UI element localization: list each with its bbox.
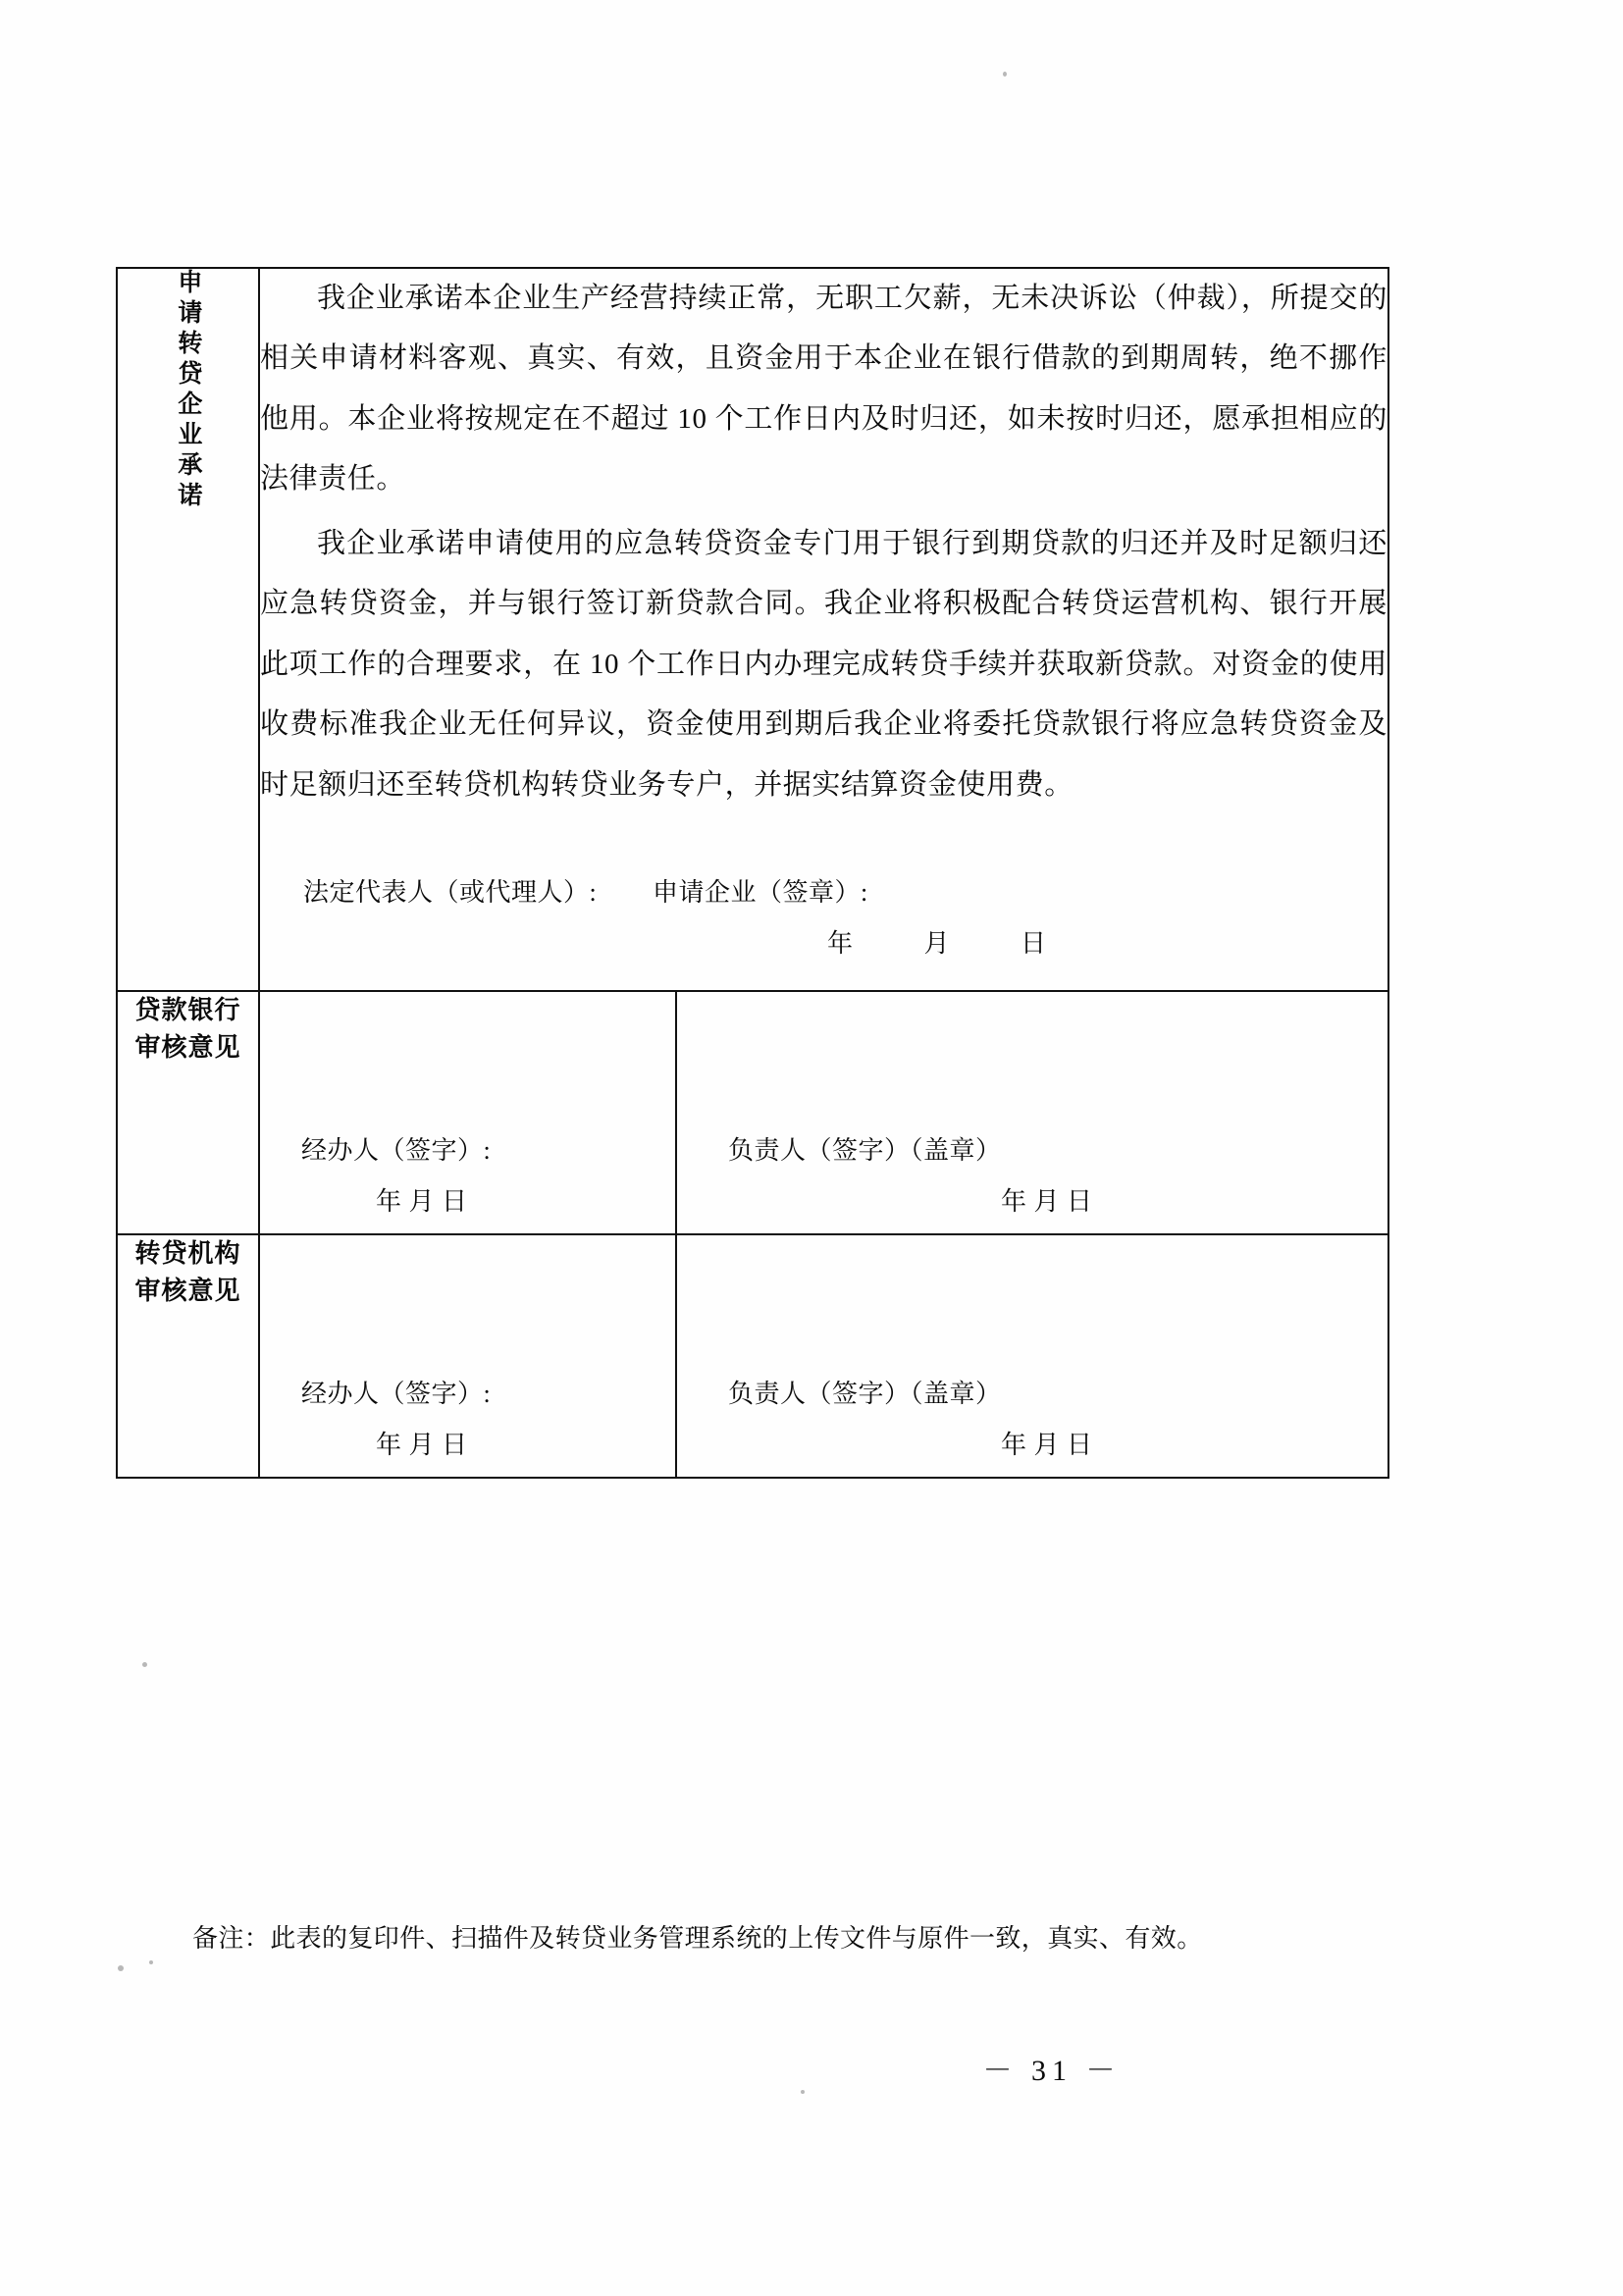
date-year-label: 年 (827, 929, 854, 959)
table-row-commitment (117, 268, 1388, 991)
row-label-institution-review-line2: 审核意见 (134, 1275, 241, 1305)
date-month-label: 月 (923, 929, 951, 959)
date-month-label: 月 (1033, 1431, 1061, 1460)
date-year-label: 年 (1001, 1431, 1027, 1460)
page-number: － 31 － (982, 2055, 1122, 2087)
bank-officer-date-line (376, 1181, 468, 1218)
date-day-label: 日 (442, 1187, 468, 1217)
row-label-bank-review-line2: 审核意见 (134, 1031, 241, 1062)
scan-speck (1003, 72, 1007, 77)
institution-officer-date-line (376, 1425, 468, 1461)
date-month-label: 月 (408, 1431, 436, 1460)
row-label-institution-review (117, 1234, 259, 1478)
scan-speck (142, 1662, 147, 1667)
date-month-label: 月 (408, 1187, 436, 1217)
row-label-commitment (117, 268, 259, 991)
date-day-label: 日 (1067, 1187, 1093, 1217)
table-row-institution-review (117, 1234, 1388, 1478)
bank-officer-cell[interactable] (259, 991, 676, 1234)
bank-manager-label: 负责人（签字）（盖章） (728, 1136, 1002, 1166)
row-label-bank-review (117, 991, 259, 1234)
bank-manager-date-line (1001, 1181, 1093, 1218)
scan-speck (149, 1960, 153, 1964)
institution-manager-label: 负责人（签字）（盖章） (728, 1380, 1002, 1409)
row-label-commitment-text: 申请转贷企业承诺 (174, 269, 202, 512)
table-row-bank-review (117, 991, 1388, 1234)
date-year-label: 年 (376, 1187, 402, 1217)
row-label-institution-review-line1: 转贷机构 (134, 1238, 241, 1269)
footnote-remark: 备注：此表的复印件、扫描件及转贷业务管理系统的上传文件与原件一致，真实、有效。 (192, 1924, 1203, 1953)
institution-officer-cell[interactable] (259, 1234, 676, 1478)
bank-manager-cell[interactable] (676, 991, 1388, 1234)
date-month-label: 月 (1033, 1187, 1061, 1217)
bank-officer-label: 经办人（签字）: (301, 1136, 492, 1166)
date-year-label: 年 (376, 1431, 402, 1460)
commitment-paragraph-2: 我企业承诺申请使用的应急转贷资金专门用于银行到期贷款的归还并及时足额归还应急转贷资金，并与银行签订新贷款合同。我企业将积极配合转贷运营机构、银行开展此项工作的合理要求，在 10 个工作日内办理完成转贷手续并获取新贷款。对资金的使用收费标准我企业无任何异议，资金使用到期后我企业将委托贷款银行将应急转贷资金及时足额归还至转贷机构转贷业务专户，并据实结算资金使用费。 (260, 527, 1388, 801)
commitment-paragraph-1: 我企业承诺本企业生产经营持续正常，无职工欠薪，无未决诉讼（仲裁），所提交的相关申请材料客观、真实、有效，且资金用于本企业在银行借款的到期周转，绝不挪作他用。本企业将按规定在不超过 10 个工作日内及时归还，如未按时归还，愿承担相应的法律责任。 (260, 283, 1388, 496)
institution-officer-label: 经办人（签字）: (301, 1380, 492, 1409)
commitment-signature-block (260, 872, 1387, 990)
commitment-date-line[interactable] (827, 923, 1047, 960)
date-day-label: 日 (1021, 929, 1047, 959)
scan-speck (801, 2090, 805, 2094)
date-day-label: 日 (442, 1431, 468, 1460)
commitment-review-table (116, 267, 1389, 1479)
date-day-label: 日 (1067, 1431, 1093, 1460)
institution-manager-date-line (1001, 1425, 1093, 1461)
applicant-company-label[interactable]: 申请企业（签章）: (653, 878, 868, 908)
institution-manager-cell[interactable] (676, 1234, 1388, 1478)
date-year-label: 年 (1001, 1187, 1027, 1217)
row-label-bank-review-line1: 贷款银行 (134, 995, 241, 1025)
scan-speck (118, 1965, 124, 1971)
commitment-content-cell (259, 268, 1388, 991)
legal-representative-label[interactable]: 法定代表人（或代理人）: (303, 878, 598, 908)
